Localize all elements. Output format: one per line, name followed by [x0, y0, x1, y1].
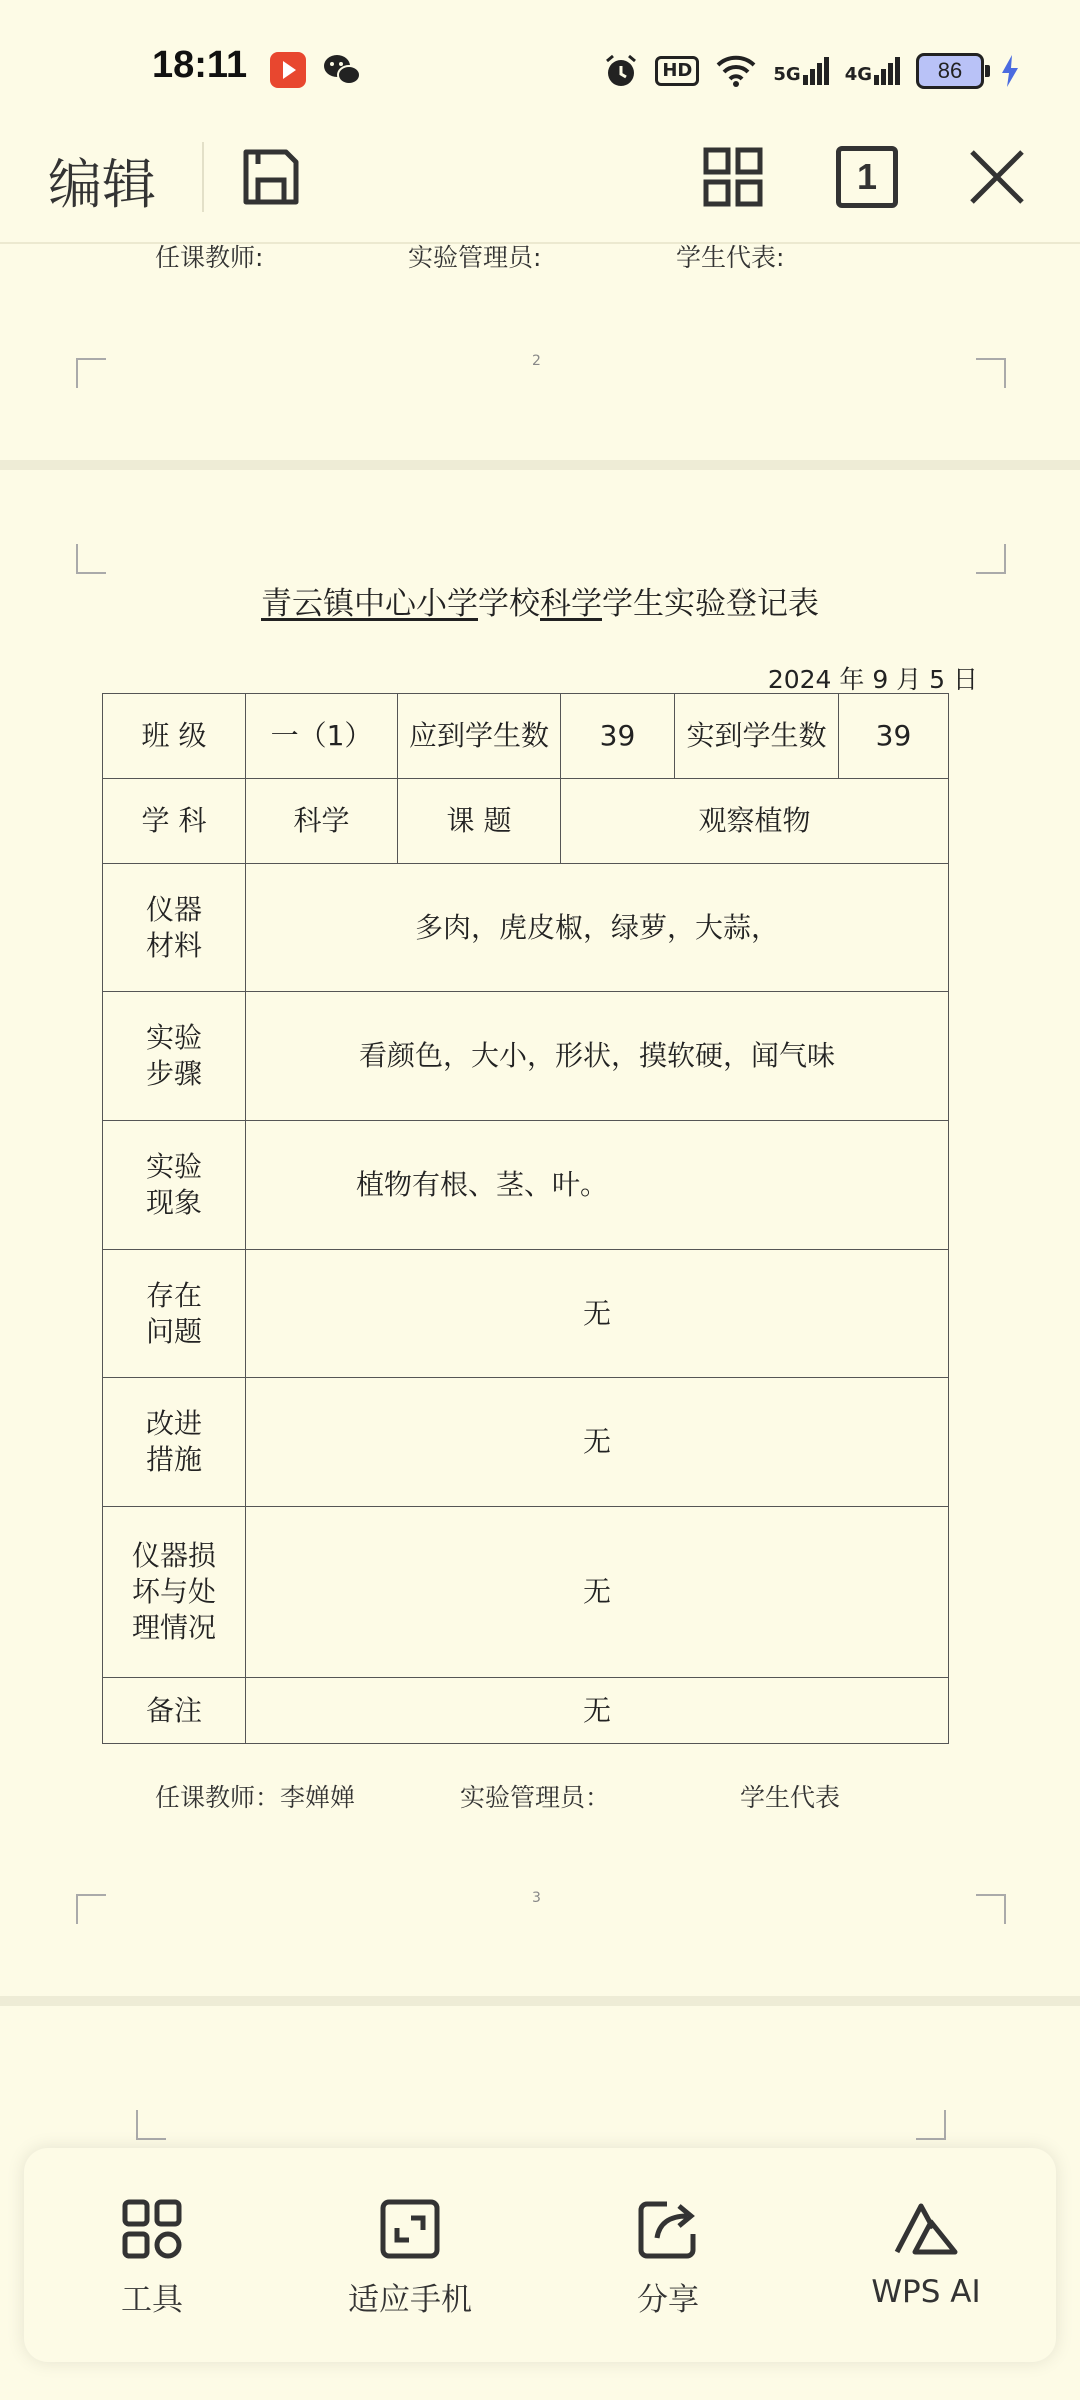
problems-label: 存在问题 [103, 1250, 246, 1378]
hd-voice-icon: HD [655, 56, 699, 86]
battery-indicator: 86 [916, 53, 984, 89]
status-time: 18:11 [152, 44, 248, 86]
class-value: 一（1） [246, 694, 398, 779]
table-row [103, 1250, 949, 1378]
top-toolbar [0, 130, 1080, 244]
expected-students-label: 应到学生数 [398, 694, 561, 779]
wps-ai-label: WPS AI [871, 2274, 981, 2310]
table-row [103, 779, 949, 864]
fit-screen-icon [379, 2198, 441, 2260]
page-number-3: 3 [532, 1890, 541, 1906]
page-separator [0, 460, 1080, 470]
save-icon[interactable] [238, 144, 304, 210]
signal-5g-icon: 5G [773, 57, 828, 85]
alarm-icon [603, 53, 639, 89]
page-corner-mark [916, 2110, 946, 2140]
page2-student-label: 学生代表: [676, 243, 785, 272]
page-corner-mark [76, 1894, 106, 1924]
phenomena-value: 植物有根、茎、叶。 [246, 1121, 949, 1250]
table-row [103, 1507, 949, 1678]
topic-label: 课 题 [398, 779, 561, 864]
experiment-registration-table [102, 693, 949, 1744]
toolbar-divider [202, 142, 204, 212]
page-number-button[interactable]: 1 [836, 146, 898, 208]
close-icon[interactable] [966, 146, 1028, 208]
charging-icon [1000, 54, 1020, 88]
edit-button[interactable]: 编辑 [48, 153, 156, 216]
tools-button[interactable] [52, 2198, 252, 2319]
table-row [103, 992, 949, 1121]
document-date: 2024 年 9 月 5 日 [767, 665, 978, 694]
table-row [103, 1121, 949, 1250]
tools-label: 工具 [121, 2282, 183, 2318]
wps-ai-button[interactable] [826, 2198, 1026, 2310]
improvements-value: 无 [246, 1378, 949, 1507]
damage-label: 仪器损坏与处理情况 [103, 1507, 246, 1678]
expected-students-value: 39 [561, 694, 675, 779]
problems-value: 无 [246, 1250, 949, 1378]
status-icons [603, 50, 1020, 92]
page-number-2: 2 [532, 353, 541, 369]
page2-manager-label: 实验管理员: [408, 243, 542, 272]
notes-label: 备注 [103, 1678, 246, 1744]
page-separator [0, 1996, 1080, 2006]
signal-4g-icon: 4G [845, 57, 900, 85]
tools-icon [121, 2198, 183, 2260]
fit-phone-label: 适应手机 [348, 2282, 472, 2318]
wechat-icon [322, 52, 362, 88]
notes-value: 无 [246, 1678, 949, 1744]
page-corner-mark [76, 358, 106, 388]
share-label: 分享 [637, 2282, 699, 2318]
fit-phone-button[interactable] [310, 2198, 510, 2319]
share-icon [637, 2198, 699, 2260]
page-corner-mark [976, 1894, 1006, 1924]
page-corner-mark [76, 544, 106, 574]
class-label: 班 级 [103, 694, 246, 779]
damage-value: 无 [246, 1507, 949, 1678]
teacher-signature: 任课教师：李婵婵 [155, 1783, 356, 1812]
subject-value: 科学 [246, 779, 398, 864]
page-corner-mark [976, 358, 1006, 388]
wifi-icon [715, 53, 757, 89]
materials-value: 多肉，虎皮椒，绿萝，大蒜， [246, 864, 949, 992]
actual-students-label: 实到学生数 [675, 694, 839, 779]
page-grid-icon[interactable] [700, 144, 766, 210]
steps-value: 看颜色，大小，形状，摸软硬，闻气味 [246, 992, 949, 1121]
video-app-icon [270, 52, 306, 88]
actual-students-value: 39 [839, 694, 949, 779]
page2-teacher-label: 任课教师: [155, 243, 264, 272]
improvements-label: 改进措施 [103, 1378, 246, 1507]
materials-label: 仪器材料 [103, 864, 246, 992]
table-row [103, 1678, 949, 1744]
wps-ai-icon [891, 2198, 961, 2260]
student-signature: 学生代表 [740, 1783, 841, 1812]
page-corner-mark [976, 544, 1006, 574]
document-title: 青云镇中心小学学校科学学生实验登记表 [261, 586, 819, 622]
table-row [103, 864, 949, 992]
share-button[interactable] [568, 2198, 768, 2319]
table-row [103, 694, 949, 779]
subject-label: 学 科 [103, 779, 246, 864]
topic-value: 观察植物 [561, 779, 949, 864]
manager-signature: 实验管理员： [460, 1783, 611, 1812]
page-corner-mark [136, 2110, 166, 2140]
phenomena-label: 实验现象 [103, 1121, 246, 1250]
table-row [103, 1378, 949, 1507]
steps-label: 实验步骤 [103, 992, 246, 1121]
